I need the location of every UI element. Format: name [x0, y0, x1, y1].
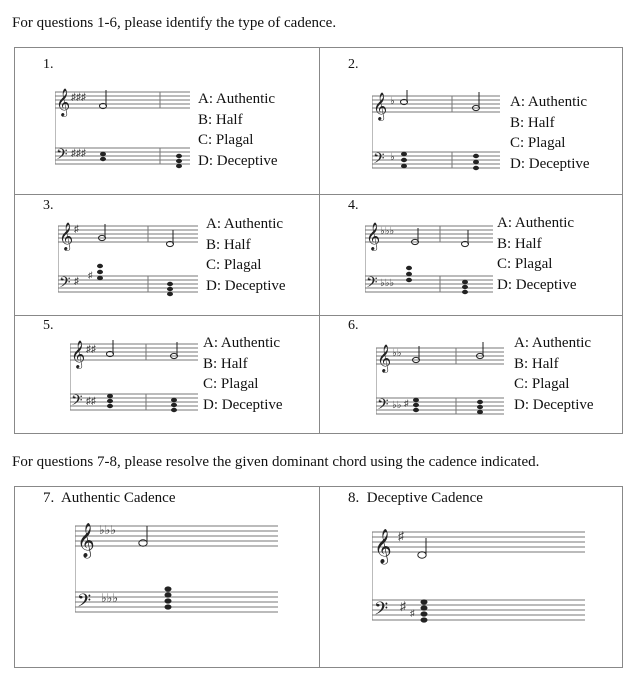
music-staff-q4: [365, 222, 495, 302]
option-a: A: Authentic: [510, 94, 588, 110]
svg-text:𝄢: 𝄢: [56, 146, 68, 166]
svg-text:♭♭: ♭♭: [392, 348, 402, 359]
option-d: D: Deceptive: [203, 396, 283, 413]
option-d: D: Deceptive: [510, 155, 590, 172]
svg-text:𝄞: 𝄞: [56, 90, 71, 116]
option-a: A: Authentic: [203, 335, 281, 351]
svg-text:♯♯: ♯♯: [86, 344, 96, 355]
question-number: 7.: [43, 490, 55, 506]
option-d: D: Deceptive: [514, 396, 594, 413]
option-d: D: Deceptive: [206, 277, 286, 294]
option-b: B: Half: [497, 235, 542, 252]
answer-options-q6: [514, 333, 594, 415]
svg-text:♯: ♯: [74, 276, 79, 287]
answer-options-q3: [206, 214, 286, 296]
svg-text:♭: ♭: [390, 152, 395, 163]
question-8-title: [348, 490, 483, 507]
option-a: A: Authentic: [514, 335, 592, 351]
svg-text:𝄞: 𝄞: [77, 524, 95, 557]
option-c: C: Plagal: [206, 257, 262, 273]
music-staff-q2: [372, 90, 502, 180]
option-a: A: Authentic: [206, 216, 284, 232]
music-staff-q7: [75, 514, 280, 624]
music-staff-q1: [55, 86, 195, 176]
svg-text:𝄞: 𝄞: [377, 346, 392, 372]
svg-text:♯♯♯: ♯♯♯: [71, 92, 86, 103]
svg-text:𝄞: 𝄞: [71, 342, 86, 368]
svg-text:𝄞: 𝄞: [59, 224, 74, 250]
option-d: D: Deceptive: [198, 152, 278, 169]
option-c: C: Plagal: [514, 376, 570, 392]
question-number: 2.: [348, 57, 359, 72]
question-number: 5.: [43, 318, 54, 333]
answer-options-q2: [510, 92, 590, 174]
music-staff-q8: [372, 520, 587, 630]
svg-text:𝄞: 𝄞: [374, 530, 392, 563]
option-b: B: Half: [198, 111, 243, 128]
svg-text:♭♭♭: ♭♭♭: [99, 523, 116, 537]
svg-text:𝄞: 𝄞: [373, 94, 388, 120]
svg-text:𝄞: 𝄞: [366, 224, 381, 250]
svg-text:♯♯: ♯♯: [86, 396, 96, 407]
answer-options-q1: [198, 89, 278, 171]
option-b: B: Half: [206, 236, 251, 253]
option-a: A: Authentic: [198, 91, 276, 107]
question-number: 3.: [43, 198, 54, 213]
instructions-identify: For questions 1-6, please identify the type of cadence.: [12, 15, 337, 31]
option-b: B: Half: [203, 355, 248, 372]
svg-text:♯: ♯: [398, 529, 404, 543]
music-staff-q6: [376, 342, 506, 422]
cadence-label: Deceptive Cadence: [366, 490, 483, 506]
svg-text:♯: ♯: [74, 224, 79, 235]
svg-text:♯: ♯: [400, 599, 406, 613]
svg-text:♯: ♯: [88, 270, 93, 280]
question-number: 8.: [348, 490, 360, 506]
svg-text:𝄢: 𝄢: [77, 590, 92, 615]
svg-text:𝄢: 𝄢: [373, 150, 385, 170]
question-number: 6.: [348, 318, 359, 333]
instructions-resolve: For questions 7-8, please resolve the given dominant chord using the cadence indicated.: [12, 454, 540, 470]
music-staff-q3: [58, 222, 198, 302]
svg-text:♭♭♭: ♭♭♭: [380, 226, 395, 237]
option-c: C: Plagal: [198, 132, 254, 148]
svg-text:𝄢: 𝄢: [59, 274, 71, 294]
svg-text:♯♯♯: ♯♯♯: [71, 148, 86, 159]
svg-text:𝄢: 𝄢: [374, 598, 389, 623]
svg-text:♭: ♭: [390, 96, 395, 107]
answer-options-q5: [203, 333, 283, 415]
option-c: C: Plagal: [497, 256, 553, 272]
svg-text:♯: ♯: [410, 608, 415, 618]
svg-text:♭♭♭: ♭♭♭: [380, 278, 395, 289]
svg-text:𝄢: 𝄢: [377, 396, 389, 416]
option-c: C: Plagal: [203, 376, 259, 392]
svg-text:♭♭♭: ♭♭♭: [101, 591, 118, 605]
cadence-label: Authentic Cadence: [60, 490, 176, 506]
question-number: 4.: [348, 198, 359, 213]
svg-text:𝄢: 𝄢: [71, 392, 83, 412]
option-c: C: Plagal: [510, 135, 566, 151]
music-staff-q5: [70, 338, 200, 418]
option-b: B: Half: [510, 114, 555, 131]
question-7-title: [43, 490, 175, 507]
option-d: D: Deceptive: [497, 276, 577, 293]
answer-options-q4: [497, 213, 577, 295]
question-number: 1.: [43, 57, 54, 72]
option-b: B: Half: [514, 355, 559, 372]
option-a: A: Authentic: [497, 215, 575, 231]
svg-text:♭♭: ♭♭: [392, 400, 402, 411]
svg-text:♯: ♯: [404, 398, 409, 408]
svg-text:𝄢: 𝄢: [366, 274, 378, 294]
